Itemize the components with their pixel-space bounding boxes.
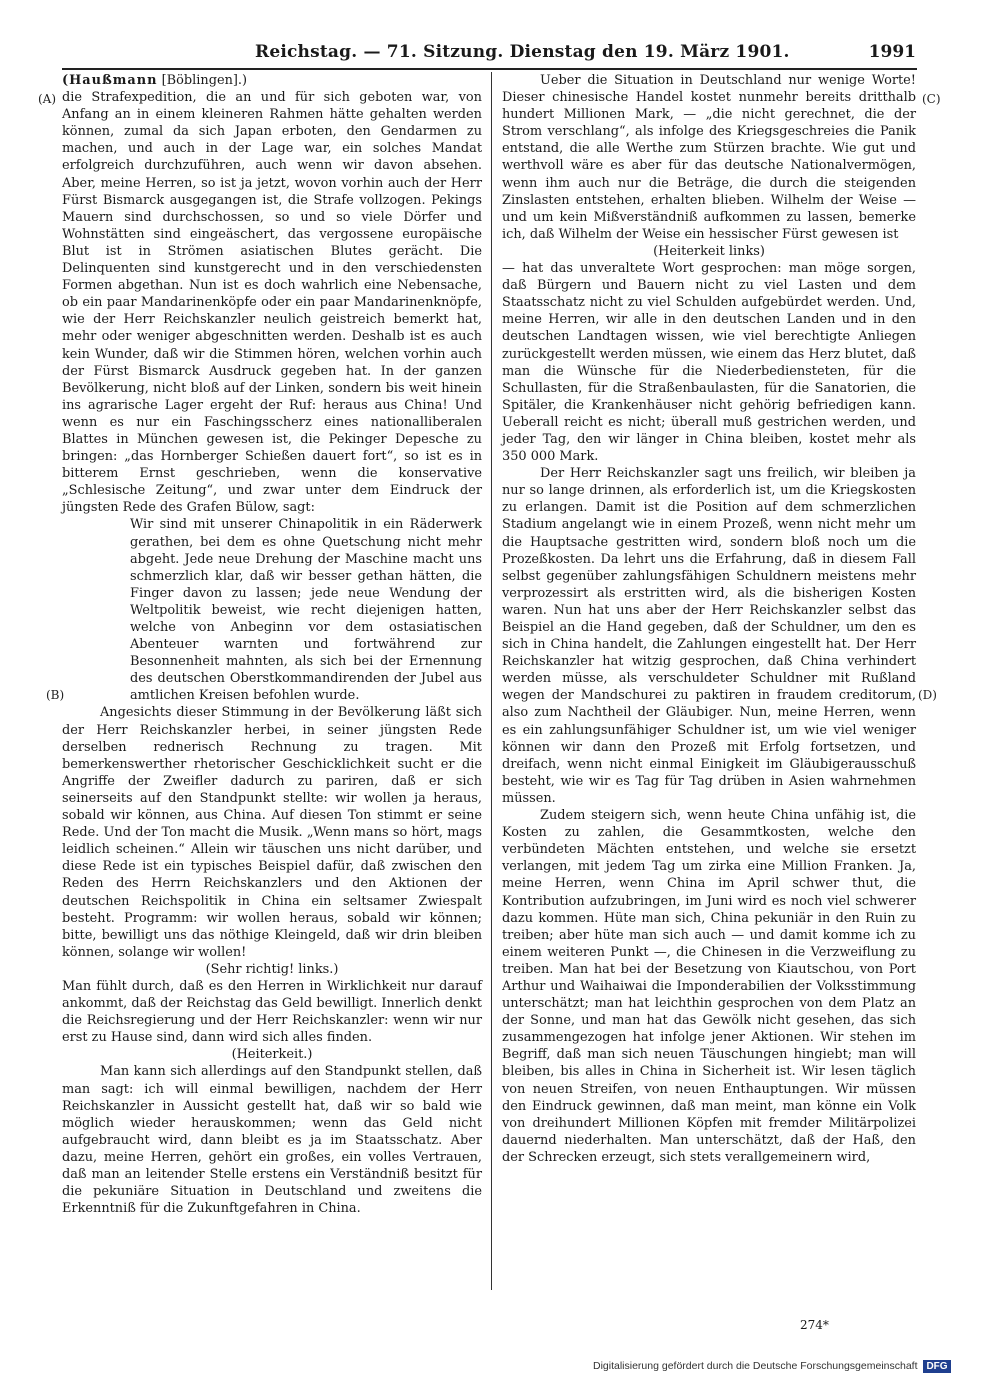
paragraph: Der Herr Reichskanzler sagt uns freilich, wir bleiben ja nur so lange drinnen, als erforderlich ist, um die Kriegskosten zu erlangen. Damit ist die Position auf dem schmerzlichen Stadium angelangt wie in einem Prozeß, wenn nicht mehr um die Hauptsache gestritten wird, sondern bloß noch um die Prozeßkosten. Da lehrt uns die Erfahrung, daß in diesem Fall selbst gegenüber zahlungsfähigen Schuldnern meistens mehr verprozessirt als erstritten wird, als die bisherigen Kosten waren. Nun hat uns aber der Herr Reichskanzler selbst das Beispiel an die Hand gegeben, daß der Schuldner, um den es sich in China handelt, die Zahlungen eingestellt hat. Der Herr Reichskanzler hat witzig gesprochen, daß China verhindert werden müsse, als verschuldeter Schuldner mit Rußland wegen der Mandschurei zu paktiren in fraudem creditorum, also zum Nachtheil der Gläubiger. Nun, meine Herren, wenn es ein zahlungsunfähiger Schuldner ist, um wie viel weniger können wir dann den Prozeß mit Erfolg fortsetzen, und dreifach, wenn nicht einmal Einigkeit im Gläubigerausschuß besteht, wie wir es Tag für Tag drüben in Asien wahrnehmen müssen. <box>502 466 916 806</box>
paragraph: Man kann sich allerdings auf den Standpunkt stellen, daß man sagt: ich will einmal bewilligen, nachdem der Herr Reichskanzler in Aussicht gestellt hat, daß wir so bald wie möglich wieder herauskommen; wenn das Geld nicht aufgebraucht wird, dann bleibt es ja im Staatsschatz. Aber dazu, meine Herren, gehört ein großes, ein volles Vertrauen, daß man an leitender Stelle erstens ein Verständniß besitzt für die pekuniäre Situation in Deutschland und zweitens die Erkenntniß für die Zukunftgefahren in China. <box>62 1064 482 1217</box>
right-column <box>502 72 916 1166</box>
paragraph: Ueber die Situation in Deutschland nur wenige Worte! Dieser chinesische Handel kostet nunmehr bereits dritthalb hundert Millionen Mark, — „die nicht gerechnet, die der Strom verschlang“, als infolge des Kriegsgeschreies die Panik entstand, die alle Werthe zum Stürzen brachte. Wie gut und werthvoll wäre es aber für das deutsche Nationalvermögen, wenn ihm auch nur die Beträge, die durch die steigenden Zinslasten entstehen, erhalten blieben. Wilhelm der Weise — und um kein Mißverständniß aufkommen zu lassen, bemerke ich, daß Wilhelm der Weise ein hessischer Fürst gewesen ist <box>502 73 916 242</box>
paragraph: — hat das unveraltete Wort gesprochen: man möge sorgen, daß Bürgern und Bauern nicht zu viel Lasten und dem Staatsschatz nicht zu viel Schulden aufgebürdet werden. Und, meine Herren, wir alle in den deutschen Landen und in den deutschen Landtagen wissen, wie viel berechtigte Anliegen zurückgestellt werden müssen, wie einem das Herz blutet, daß man die Wünsche für die Niederbediensteten, für die Schullasten, für die Straßenbaulasten, für die Sanatorien, die Spitäler, die Krankenhäuser nicht gehörig befriedigen kann. Ueberall reicht es nicht; überall muß gestrichen werden, und jeder Tag, den wir länger in China bleiben, kostet mehr als 350 000 Mark. <box>502 261 916 465</box>
header-rule <box>62 68 917 70</box>
running-title: Reichstag. — 71. Sitzung. Dienstag den 19. März 1901. <box>255 42 790 62</box>
sheet-signature: 274* <box>800 1318 829 1332</box>
paragraph: Zudem steigern sich, wenn heute China unfähig ist, die Kosten zu zahlen, die Gesammtkosten, welche den verbündeten Mächten entstehen, und welche sie ersetzt verlangen, mit jedem Tag um zirka eine Million Franken. Ja, meine Herren, wenn China im April schwer thut, die Kontribution aufzubringen, im Juni wird es noch viel schwerer dazu kommen. Hüte man sich, China pekuniär in den Ruin zu treiben; aber hüte man sich auch — und damit komme ich zu einem weiteren Punkt —, die Chinesen in die Verzweiflung zu treiben. Man hat bei der Besetzung von Kiautschou, von Port Arthur und Waihaiwai die Imponderabilien der Volksstimmung unterschätzt; man hat leichthin gesprochen von dem Platz an der Sonne, und man hat das Gewölk nicht gesehen, das sich zusammengezogen hat infolge jener Aktionen. Wir stehen im Begriff, daß man sich neuen Täuschungen hingiebt; man will bleiben, bis alles in China in Sicherheit ist. Wir lesen täglich von neuen Streifen, von neuen Enthauptungen. Wir müssen den Eindruck gewinnen, daß man meint, man könne ein Volk von dreihundert Millionen Köpfen mit fremder Militärpolizei dauernd niederhalten. Man unterschätzt, daß der Haß, den der Schrecken erzeugt, sich stets verallgemeinern wird, <box>502 808 916 1165</box>
dfg-logo-icon: DFG <box>923 1360 950 1373</box>
block-quote: Wir sind mit unserer Chinapolitik in ein Räderwerk gerathen, bei dem es ohne Quetschung nicht mehr abgeht. Jede neue Drehung der Maschine macht uns schmerzlich klar, daß wir besser gethan hätten, die Finger davon zu lassen; jede neue Wendung der Weltpolitik beweist, wie recht diejenigen hatten, welche von Anbeginn vor dem ostasiatischen Abenteuer warnten und fortwährend zur Besonnenheit mahnten, als sich bei der Ernennung des deutschen Oberstkommandirenden der Jubel aus amtlichen Kreisen befohlen wurde. <box>130 517 482 704</box>
margin-mark-b: (B) <box>46 688 65 702</box>
stage-direction: (Sehr richtig! links.) <box>205 961 339 977</box>
margin-mark-a: (A) <box>38 92 57 106</box>
stage-direction: (Heiterkeit.) <box>231 1047 313 1063</box>
column-divider <box>491 72 492 1290</box>
speaker-line <box>62 72 482 89</box>
paragraph: Man fühlt durch, daß es den Herren in Wirklichkeit nur darauf ankommt, daß der Reichstag das Geld bewilligt. Innerlich denkt die Reichsregierung und der Herr Reichskanzler: wenn wir nur erst zu Hause sind, dann wird sich alles finden. <box>62 978 482 1046</box>
speaker-name: (Haußmann <box>62 73 158 88</box>
credit-text: Digitalisierung gefördert durch die Deutsche Forschungsgemeinschaft <box>593 1360 918 1372</box>
speaker-place: [Böblingen].) <box>161 73 248 88</box>
stage-direction: (Heiterkeit links) <box>653 243 765 259</box>
paragraph: Angesichts dieser Stimmung in der Bevölkerung läßt sich der Herr Reichskanzler herbei, in seiner jüngsten Rede derselben rednerisch Rechnung zu tragen. Mit bemerkenswerther rhetorischer Geschicklichkeit sucht er die Angriffe der Zweifler dadurch zu pariren, daß er sich seinerseits auf den Standpunkt stellte: wir wollen ja heraus, sobald wir können, aus China. Auf diesen Ton stimmt er seine Rede. Und der Ton macht die Musik. „Wenn mans so hört, mags leidlich scheinen.“ Allein wir täuschen uns nicht darüber, und diese Rede ist ein typisches Beispiel dafür, daß zwischen den Reden des Herrn Reichskanzlers und den Aktionen der deutschen Reichspolitik in China ein seltsamer Zwiespalt besteht. Programm: wir wollen heraus, sobald wir können; bitte, bewilligt uns das nöthige Kleingeld, daß wir drin bleiben können, solange wir wollen! <box>62 705 482 960</box>
margin-mark-d: (D) <box>918 688 937 702</box>
margin-mark-c: (C) <box>922 92 941 106</box>
left-column <box>62 72 482 1217</box>
paragraph: die Strafexpedition, die an und für sich geboten war, von Anfang an in einem kleineren Rahmen hätte gehalten werden können, zumal da sich Japan erboten, den Gendarmen zu machen, und auch in der Lage war, ein solches Mandat erfolgreich durchzuführen, auch wenn wir davon absehen. Aber, meine Herren, so ist ja jetzt, wovon vorhin auch der Herr Fürst Bismarck ausgegangen ist, die Strafe vollzogen. Pekings Mauern sind durchschossen, so und so viele Dörfer und Wohnstätten sind eingeäschert, das vergossene europäische Blut ist in Strömen asiatischen Blutes gerächt. Die Delinquenten sind kunstgerecht und in den verschiedensten Formen abgethan. Nun ist es doch wahrlich eine Nebensache, ob ein paar Mandarinenköpfe oder ein paar Mandarinenknöpfe, wie der Herr Reichskanzler neulich geistreich bemerkt hat, mehr oder weniger abgeschnitten werden. Deshalb ist es auch kein Wunder, daß wir die Stimmen hören, welchen vorhin auch der Fürst Bismarck Ausdruck gegeben hat. In der ganzen Bevölkerung, nicht bloß auf der Linken, sondern bis weit hinein ins agrarische Lager ergeht der Ruf: heraus aus China! Und wenn es nur ein Faschingsscherz eines nationalliberalen Blattes in München gewesen ist, die Pekinger Depesche zu bringen: „das Hornberger Schießen dauert fort“, so ist es in bitterem Ernst geschrieben, wenn die konservative „Schlesische Zeitung“, und zwar unter dem Eindruck der jüngsten Rede des Grafen Bülow, sagt: <box>62 90 482 516</box>
digitization-credit <box>593 1360 951 1373</box>
page-number: 1991 <box>868 42 916 62</box>
